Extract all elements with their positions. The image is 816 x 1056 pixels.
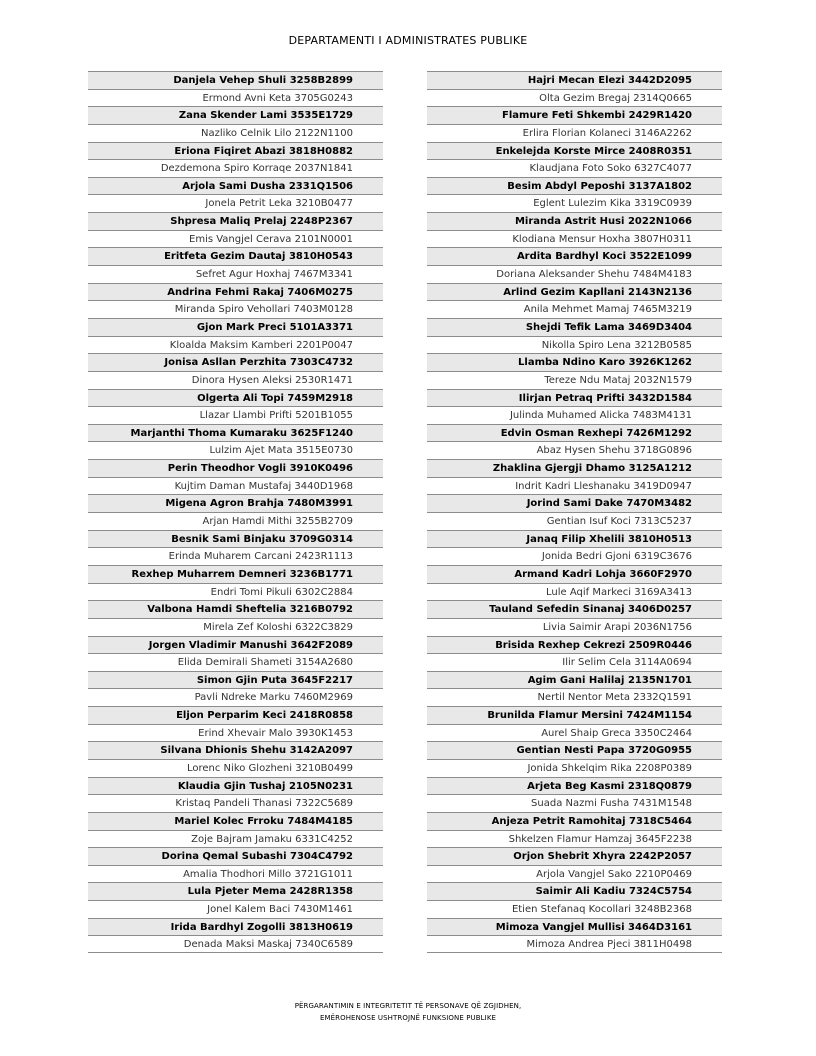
name-row: Elida Demirali Shameti 3154A2680	[88, 653, 383, 671]
name-row: Erinda Muharem Carcani 2423R1113	[88, 547, 383, 565]
page-title: DEPARTAMENTI I ADMINISTRATES PUBLIKE	[288, 34, 528, 47]
name-row: Jonida Bedri Gjoni 6319C3676	[427, 547, 722, 565]
name-row: Eljon Perparim Keci 2418R0858	[88, 706, 383, 724]
name-row: Lula Pjeter Mema 2428R1358	[88, 882, 383, 900]
name-row: Arlind Gezim Kapllani 2143N2136	[427, 283, 722, 301]
name-row: Besnik Sami Binjaku 3709G0314	[88, 530, 383, 548]
name-row: Arjola Vangjel Sako 2210P0469	[427, 865, 722, 883]
name-row: Flamure Feti Shkembi 2429R1420	[427, 106, 722, 124]
name-row: Edvin Osman Rexhepi 7426M1292	[427, 424, 722, 442]
left-name-column	[88, 71, 383, 953]
name-row: Nazliko Celnik Lilo 2122N1100	[88, 124, 383, 142]
name-row: Brisida Rexhep Cekrezi 2509R0446	[427, 636, 722, 654]
name-row: Lule Aqif Markeci 3169A3413	[427, 583, 722, 601]
name-row: Irida Bardhyl Zogolli 3813H0619	[88, 918, 383, 936]
name-row: Rexhep Muharrem Demneri 3236B1771	[88, 565, 383, 583]
name-row: Besim Abdyl Peposhi 3137A1802	[427, 177, 722, 195]
name-row: Amalia Thodhori Millo 3721G1011	[88, 865, 383, 883]
name-row: Jonela Petrit Leka 3210B0477	[88, 194, 383, 212]
footer-line-1: PËRGARANTIMIN E INTEGRITETIT TË PERSONAVE QË ZGJIDHEN,	[294, 1002, 522, 1010]
name-row: Arjola Sami Dusha 2331Q1506	[88, 177, 383, 195]
name-row: Olgerta Ali Topi 7459M2918	[88, 389, 383, 407]
name-row: Simon Gjin Puta 3645F2217	[88, 671, 383, 689]
name-row: Tereze Ndu Mataj 2032N1579	[427, 371, 722, 389]
name-row: Zana Skender Lami 3535E1729	[88, 106, 383, 124]
name-row: Klaudjana Foto Soko 6327C4077	[427, 159, 722, 177]
name-row: Eriona Fiqiret Abazi 3818H0882	[88, 142, 383, 160]
name-row: Ardita Bardhyl Koci 3522E1099	[427, 247, 722, 265]
name-row: Jorgen Vladimir Manushi 3642F2089	[88, 636, 383, 654]
name-row: Lulzim Ajet Mata 3515E0730	[88, 441, 383, 459]
name-row: Danjela Vehep Shuli 3258B2899	[88, 71, 383, 89]
name-row: Dorina Qemal Subashi 7304C4792	[88, 847, 383, 865]
name-row: Klaudia Gjin Tushaj 2105N0231	[88, 777, 383, 795]
name-row: Ilir Selim Cela 3114A0694	[427, 653, 722, 671]
name-row: Sefret Agur Hoxhaj 7467M3341	[88, 265, 383, 283]
name-row: Tauland Sefedin Sinanaj 3406D0257	[427, 600, 722, 618]
name-row: Klodiana Mensur Hoxha 3807H0311	[427, 230, 722, 248]
name-row: Julinda Muhamed Alicka 7483M4131	[427, 406, 722, 424]
name-row: Zoje Bajram Jamaku 6331C4252	[88, 830, 383, 848]
name-row: Mimoza Vangjel Mullisi 3464D3161	[427, 918, 722, 936]
name-row: Etien Stefanaq Kocollari 3248B2368	[427, 900, 722, 918]
name-row: Indrit Kadri Lleshanaku 3419D0947	[427, 477, 722, 495]
name-row: Shejdi Tefik Lama 3469D3404	[427, 318, 722, 336]
name-row: Eglent Lulezim Kika 3319C0939	[427, 194, 722, 212]
name-row: Dinora Hysen Aleksi 2530R1471	[88, 371, 383, 389]
name-row: Ilirjan Petraq Prifti 3432D1584	[427, 389, 722, 407]
name-row: Agim Gani Halilaj 2135N1701	[427, 671, 722, 689]
name-row: Mariel Kolec Frroku 7484M4185	[88, 812, 383, 830]
name-row: Zhaklina Gjergji Dhamo 3125A1212	[427, 459, 722, 477]
name-row: Aurel Shaip Greca 3350C2464	[427, 724, 722, 742]
right-name-column	[427, 71, 722, 953]
name-row: Jonisa Asllan Perzhita 7303C4732	[88, 353, 383, 371]
name-row: Gentian Isuf Koci 7313C5237	[427, 512, 722, 530]
name-row: Ermond Avni Keta 3705G0243	[88, 89, 383, 107]
name-row: Arjan Hamdi Mithi 3255B2709	[88, 512, 383, 530]
name-row: Anjeza Petrit Ramohitaj 7318C5464	[427, 812, 722, 830]
name-row: Marjanthi Thoma Kumaraku 3625F1240	[88, 424, 383, 442]
name-row: Hajri Mecan Elezi 3442D2095	[427, 71, 722, 89]
name-row: Miranda Astrit Husi 2022N1066	[427, 212, 722, 230]
name-row: Miranda Spiro Vehollari 7403M0128	[88, 300, 383, 318]
page-footer	[0, 1000, 816, 1024]
name-row: Arjeta Beg Kasmi 2318Q0879	[427, 777, 722, 795]
name-row: Shpresa Maliq Prelaj 2248P2367	[88, 212, 383, 230]
name-row: Dezdemona Spiro Korraqe 2037N1841	[88, 159, 383, 177]
name-row: Livia Saimir Arapi 2036N1756	[427, 618, 722, 636]
name-row: Mirela Zef Koloshi 6322C3829	[88, 618, 383, 636]
name-row: Kristaq Pandeli Thanasi 7322C5689	[88, 794, 383, 812]
name-row: Olta Gezim Bregaj 2314Q0665	[427, 89, 722, 107]
name-row: Emis Vangjel Cerava 2101N0001	[88, 230, 383, 248]
name-row: Perin Theodhor Vogli 3910K0496	[88, 459, 383, 477]
name-row: Nertil Nentor Meta 2332Q1591	[427, 688, 722, 706]
name-row: Denada Maksi Maskaj 7340C6589	[88, 935, 383, 953]
name-row: Gjon Mark Preci 5101A3371	[88, 318, 383, 336]
name-row: Janaq Filip Xhelili 3810H0513	[427, 530, 722, 548]
name-row: Lorenc Niko Glozheni 3210B0499	[88, 759, 383, 777]
name-row: Armand Kadri Lohja 3660F2970	[427, 565, 722, 583]
name-row: Migena Agron Brahja 7480M3991	[88, 494, 383, 512]
name-row: Suada Nazmi Fusha 7431M1548	[427, 794, 722, 812]
name-row: Kloalda Maksim Kamberi 2201P0047	[88, 336, 383, 354]
name-row: Anila Mehmet Mamaj 7465M3219	[427, 300, 722, 318]
name-row: Nikolla Spiro Lena 3212B0585	[427, 336, 722, 354]
name-row: Brunilda Flamur Mersini 7424M1154	[427, 706, 722, 724]
name-row: Jonida Shkelqim Rika 2208P0389	[427, 759, 722, 777]
name-row: Llamba Ndino Karo 3926K1262	[427, 353, 722, 371]
name-row: Jonel Kalem Baci 7430M1461	[88, 900, 383, 918]
name-row: Erind Xhevair Malo 3930K1453	[88, 724, 383, 742]
name-row: Eritfeta Gezim Dautaj 3810H0543	[88, 247, 383, 265]
name-row: Orjon Shebrit Xhyra 2242P2057	[427, 847, 722, 865]
name-row: Endri Tomi Pikuli 6302C2884	[88, 583, 383, 601]
name-row: Erlira Florian Kolaneci 3146A2262	[427, 124, 722, 142]
name-row: Pavli Ndreke Marku 7460M2969	[88, 688, 383, 706]
name-row: Mimoza Andrea Pjeci 3811H0498	[427, 935, 722, 953]
name-row: Abaz Hysen Shehu 3718G0896	[427, 441, 722, 459]
name-row: Saimir Ali Kadiu 7324C5754	[427, 882, 722, 900]
name-row: Valbona Hamdi Sheftelia 3216B0792	[88, 600, 383, 618]
name-row: Doriana Aleksander Shehu 7484M4183	[427, 265, 722, 283]
name-row: Llazar Llambi Prifti 5201B1055	[88, 406, 383, 424]
name-row: Jorind Sami Dake 7470M3482	[427, 494, 722, 512]
name-row: Silvana Dhionis Shehu 3142A2097	[88, 741, 383, 759]
name-row: Enkelejda Korste Mirce 2408R0351	[427, 142, 722, 160]
name-row: Shkelzen Flamur Hamzaj 3645F2238	[427, 830, 722, 848]
name-row: Gentian Nesti Papa 3720G0955	[427, 741, 722, 759]
name-row: Andrina Fehmi Rakaj 7406M0275	[88, 283, 383, 301]
name-row: Kujtim Daman Mustafaj 3440D1968	[88, 477, 383, 495]
footer-line-2: EMËROHENOSE USHTROJNË FUNKSIONE PUBLIKE	[319, 1014, 497, 1022]
